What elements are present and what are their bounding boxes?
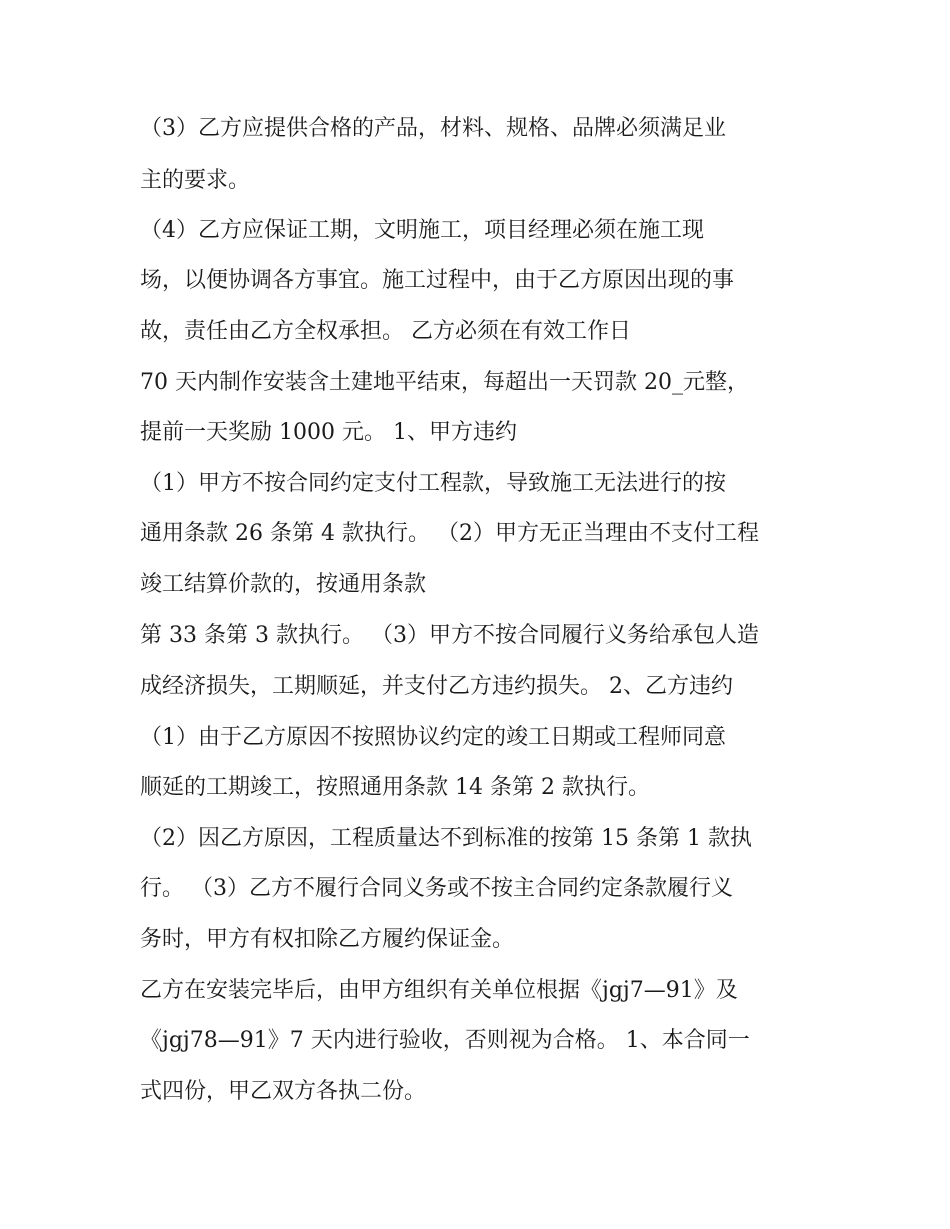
text-line: （1）甲方不按合同约定支付工程款，导致施工无法进行的按 bbox=[140, 471, 726, 496]
text-line: 行。 （3）乙方不履行合同义务或不按主合同约定条款履行义 bbox=[140, 876, 733, 901]
text-line: 70 天内制作安装含土建地平结束，每超出一天罚款 20_元整， bbox=[140, 370, 749, 395]
text-line: （4）乙方应保证工期，文明施工，项目经理必须在施工现 bbox=[140, 218, 704, 243]
text-line: 主的要求。 bbox=[140, 168, 251, 193]
text-line: 顺延的工期竣工，按照通用条款 14 条第 2 款执行。 bbox=[140, 775, 650, 800]
text-line: 场，以便协调各方事宜。施工过程中，由于乙方原因出现的事 bbox=[140, 268, 735, 293]
text-line: 竣工结算价款的，按通用条款 bbox=[140, 572, 427, 597]
text-line: 务时，甲方有权扣除乙方履约保证金。 bbox=[140, 927, 515, 952]
text-line: 《jgj78—91》7 天内进行验收，否则视为合格。 1、本合同一 bbox=[140, 1028, 750, 1053]
text-line: （3）乙方应提供合格的产品，材料、规格、品牌必须满足业 bbox=[140, 116, 726, 141]
text-line: 第 33 条第 3 款执行。 （3）甲方不按合同履行义务给承包人造 bbox=[140, 623, 759, 648]
text-line: 成经济损失，工期顺延，并支付乙方违约损失。 2、乙方违约 bbox=[140, 674, 733, 699]
text-line: 故，责任由乙方全权承担。 乙方必须在有效工作日 bbox=[140, 319, 631, 344]
text-line: （1）由于乙方原因不按照协议约定的竣工日期或工程师同意 bbox=[140, 725, 726, 750]
text-line: 式四份，甲乙双方各执二份。 bbox=[140, 1079, 427, 1104]
text-line: 通用条款 26 条第 4 款执行。 （2）甲方无正当理由不支付工程 bbox=[140, 521, 759, 546]
text-line: （2）因乙方原因，工程质量达不到标准的按第 15 条第 1 款执 bbox=[140, 826, 752, 851]
text-line: 乙方在安装完毕后，由甲方组织有关单位根据《jgj7—91》及 bbox=[140, 978, 738, 1003]
text-line: 提前一天奖励 1000 元。 1、甲方违约 bbox=[140, 420, 517, 445]
